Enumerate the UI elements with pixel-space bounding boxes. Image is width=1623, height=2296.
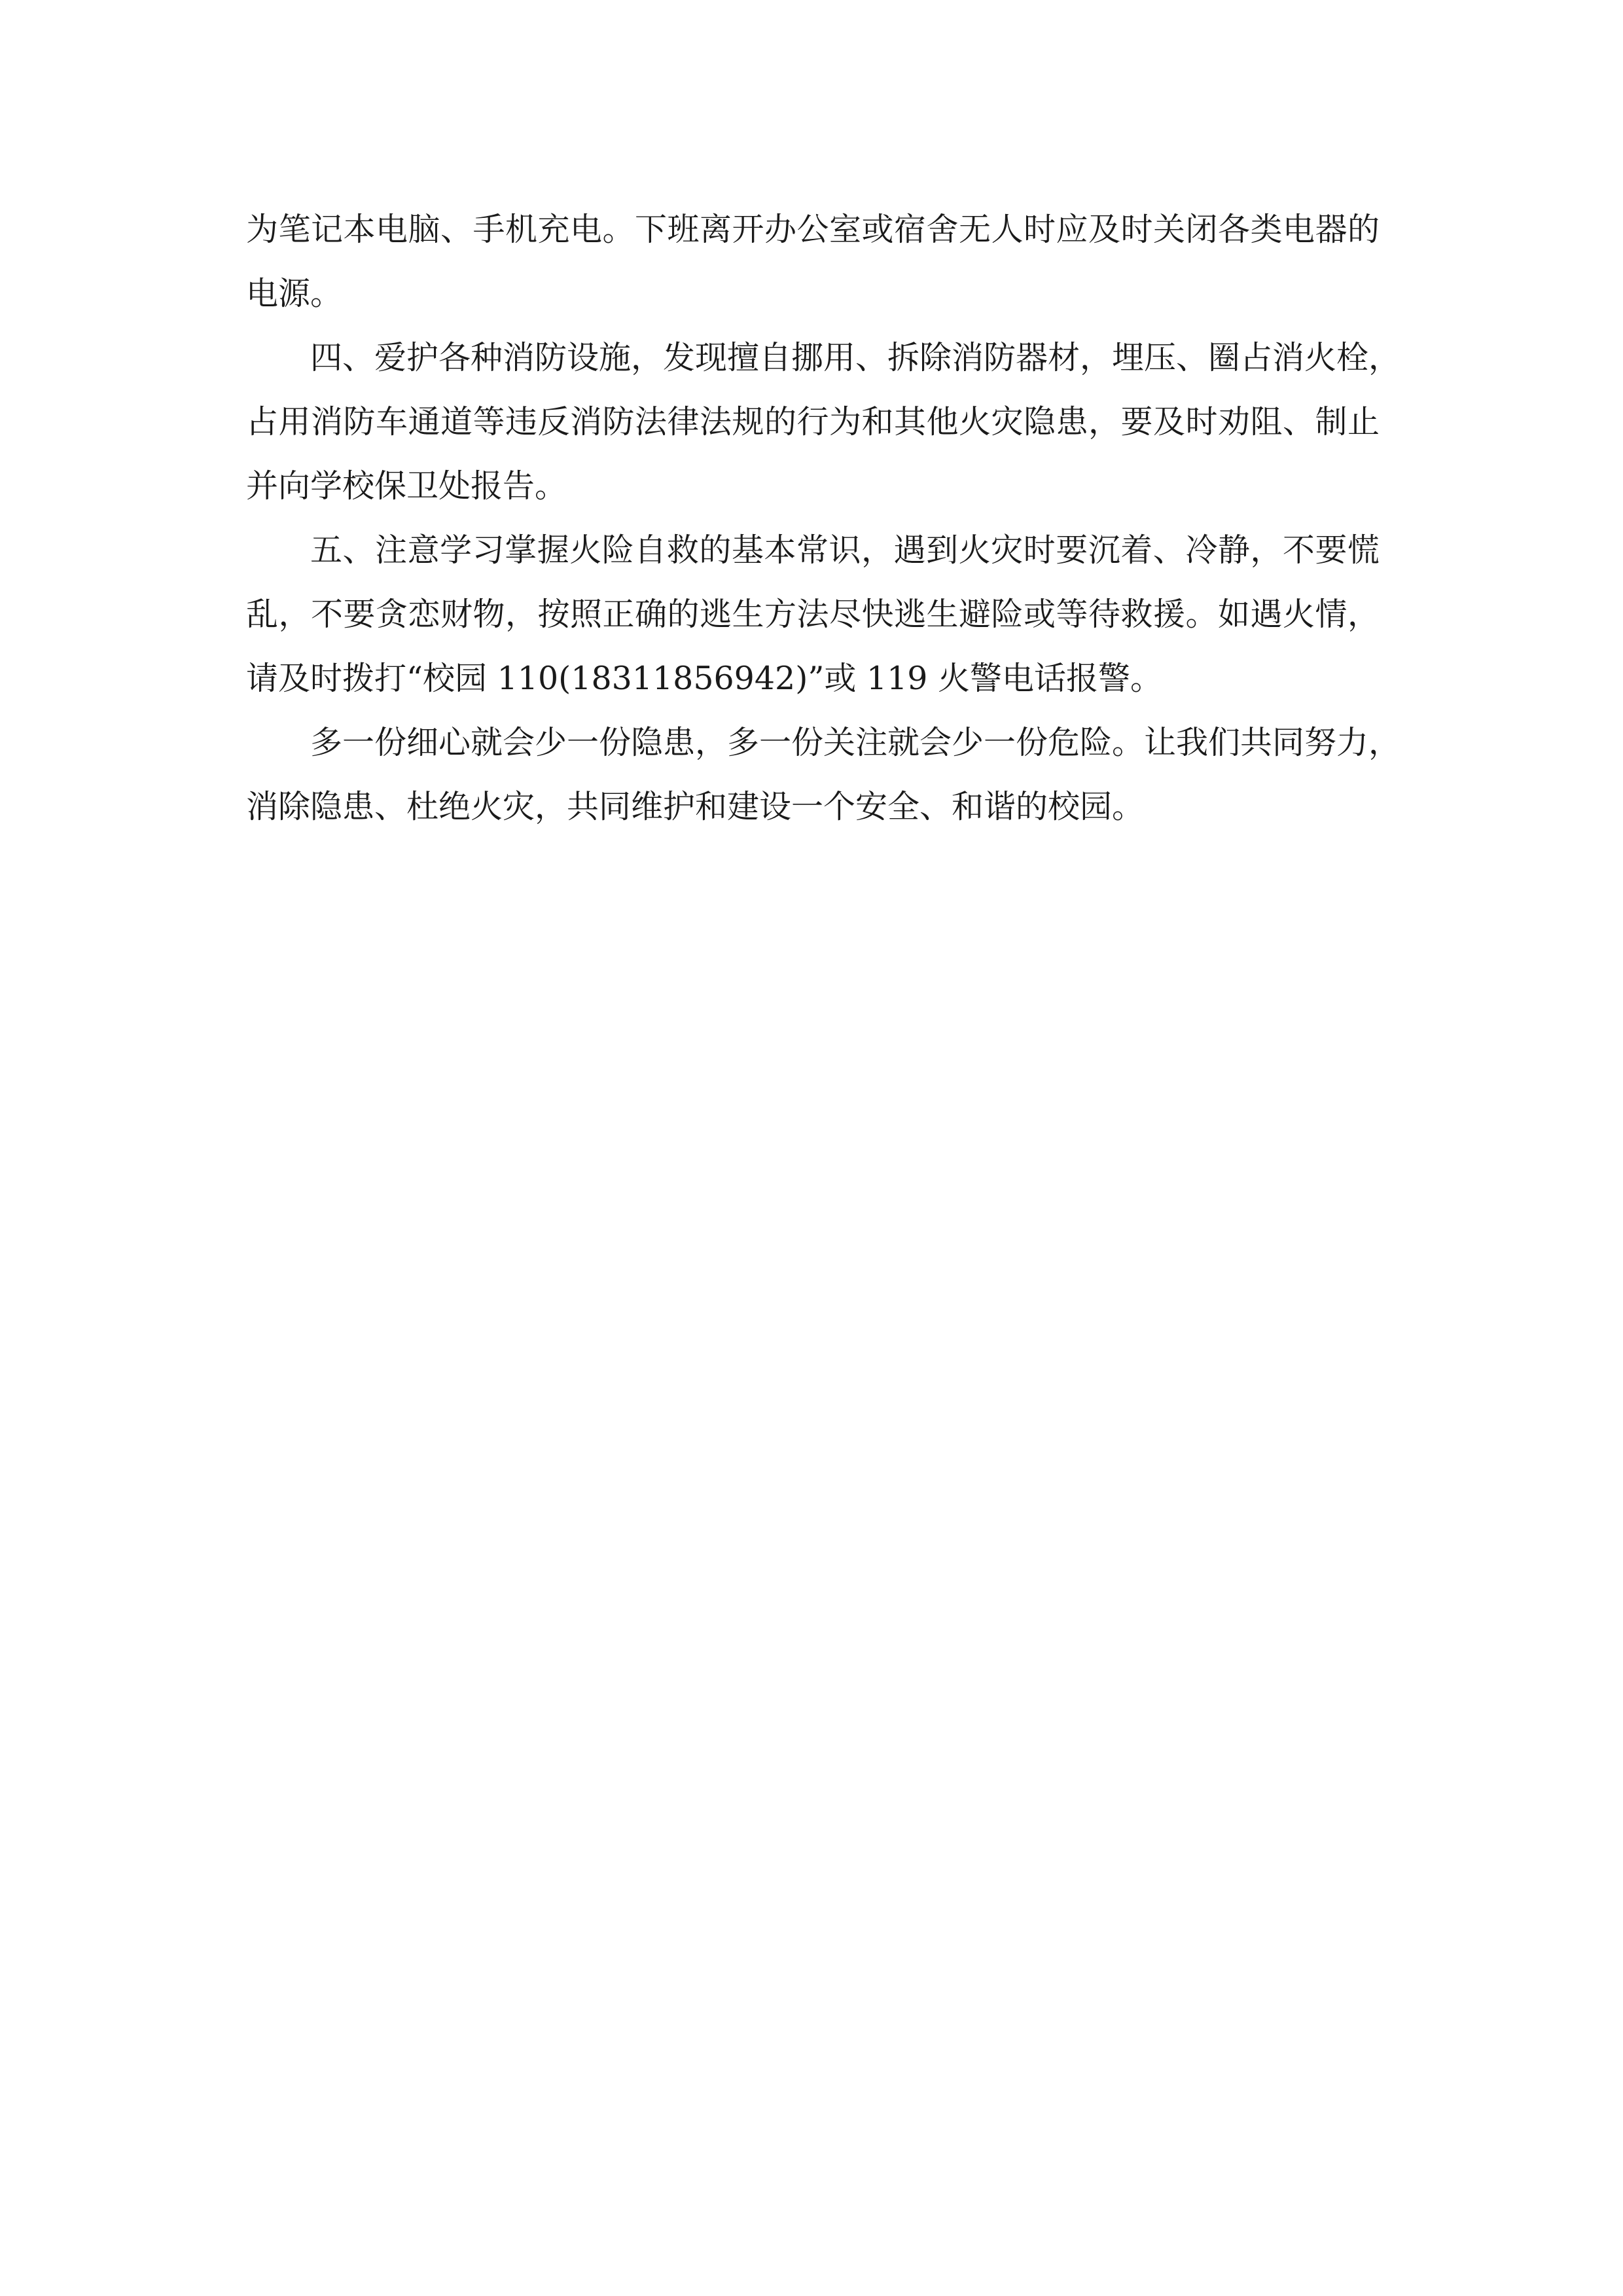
- paragraph-line: 请及时拨打“校园 110(18311856942)”或 119 火警电话报警。: [246, 660, 1163, 697]
- paragraph-line: 并向学校保卫处报告。: [246, 467, 567, 505]
- paragraph-line: 消除隐患、杜绝火灾，共同维护和建设一个安全、和谐的校园。: [246, 788, 1145, 825]
- paragraph-line: 多一份细心就会少一份隐患，多一份关注就会少一份危险。让我们共同努力，: [310, 724, 1401, 761]
- paragraph-line: 电源。: [246, 275, 343, 312]
- paragraph-closing: [246, 711, 1401, 839]
- paragraph-3-continued: [246, 198, 1380, 326]
- body-text: [246, 198, 1401, 839]
- paragraph-5: [246, 518, 1380, 711]
- paragraph-line: 五、注意学习掌握火险自救的基本常识，遇到火灾时要沉着、冷静，不要慌: [310, 531, 1380, 569]
- paragraph-4: [246, 326, 1401, 518]
- paragraph-line: 为笔记本电脑、手机充电。下班离开办公室或宿舍无人时应及时关闭各类电器的: [246, 211, 1380, 248]
- paragraph-line: 占用消防车通道等违反消防法律法规的行为和其他火灾隐患，要及时劝阻、制止: [246, 403, 1380, 440]
- paragraph-line: 四、爱护各种消防设施，发现擅自挪用、拆除消防器材，埋压、圈占消火栓，: [310, 339, 1401, 376]
- paragraph-line: 乱，不要贪恋财物，按照正确的逃生方法尽快逃生避险或等待救援。如遇火情，: [246, 596, 1380, 633]
